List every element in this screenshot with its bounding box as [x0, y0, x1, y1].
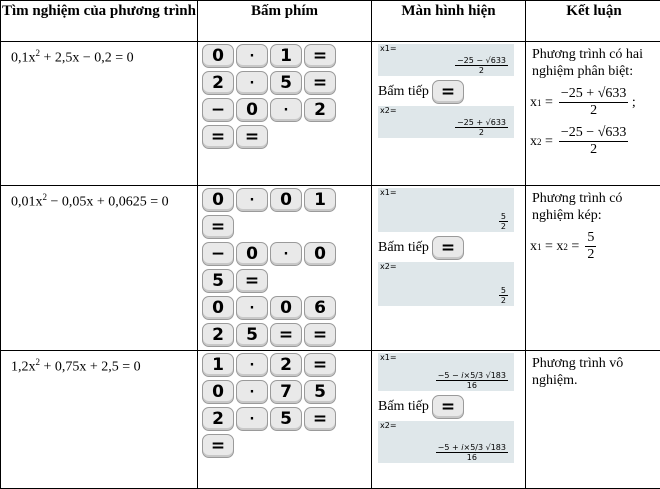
dot-key[interactable]: ·	[236, 188, 268, 212]
minus-key[interactable]: −	[202, 242, 234, 266]
calculator-screen: x1= $\frac{-25 - √633}{2}$	[378, 44, 514, 76]
digit-0-key[interactable]: 0	[202, 188, 234, 212]
digit-2-key[interactable]: 2	[202, 323, 234, 347]
digit-2-key[interactable]: 2	[304, 98, 336, 122]
key-sequence	[198, 351, 371, 458]
header-keys: Bấm phím	[198, 1, 372, 42]
dot-key[interactable]: ·	[270, 242, 302, 266]
digit-0-key[interactable]: 0	[236, 242, 268, 266]
key-row	[202, 188, 371, 212]
keys-cell	[198, 42, 372, 186]
screen-cell	[372, 351, 526, 489]
equation-cell	[1, 42, 198, 186]
equals-key[interactable]: =	[304, 323, 336, 347]
equals-key[interactable]: =	[432, 80, 464, 104]
calculator-screen: x2= $\frac{-25 + √633}{2}$	[378, 106, 514, 138]
calculator-screen: x2= $\frac{-5 + i\times 5/3 √183}{16}$	[378, 421, 514, 463]
digit-1-key[interactable]: 1	[202, 353, 234, 377]
table-row	[1, 186, 660, 351]
equation: $1,2x^2 + 0,75x + 2,5 = 0$	[1, 351, 197, 376]
equals-key[interactable]: =	[432, 236, 464, 260]
conclusion-text: Phương trình có nghiệm kép:	[526, 186, 660, 224]
keys-cell	[198, 351, 372, 489]
key-row	[202, 380, 371, 404]
digit-2-key[interactable]: 2	[270, 353, 302, 377]
dot-key[interactable]: ·	[236, 407, 268, 431]
key-row	[202, 434, 371, 458]
dot-key[interactable]: ·	[236, 44, 268, 68]
table-row	[1, 351, 660, 489]
digit-5-key[interactable]: 5	[202, 269, 234, 293]
table-row	[1, 42, 660, 186]
header-screen: Màn hình hiện	[372, 1, 526, 42]
dot-key[interactable]: ·	[270, 98, 302, 122]
screen-cell	[372, 42, 526, 186]
digit-0-key[interactable]: 0	[270, 188, 302, 212]
dot-key[interactable]: ·	[236, 380, 268, 404]
key-row	[202, 215, 371, 239]
dot-key[interactable]: ·	[236, 296, 268, 320]
key-row	[202, 269, 371, 293]
continue-row: Bấm tiếp =	[378, 395, 525, 419]
equals-key[interactable]: =	[236, 269, 268, 293]
equation: $0,1x^2 + 2,5x - 0,2 = 0$	[1, 42, 197, 67]
digit-0-key[interactable]: 0	[304, 242, 336, 266]
equals-key[interactable]: =	[304, 71, 336, 95]
header-equation: Tìm nghiệm của phương trình	[1, 1, 198, 42]
root-formula: x 2 = −25 − √633 2	[530, 125, 660, 158]
digit-5-key[interactable]: 5	[236, 323, 268, 347]
digit-0-key[interactable]: 0	[236, 98, 268, 122]
equals-key[interactable]: =	[202, 215, 234, 239]
calculator-screen: x1= $\frac{5}{2}$	[378, 188, 514, 232]
equals-key[interactable]: =	[270, 323, 302, 347]
conclusion-cell	[526, 351, 660, 489]
digit-0-key[interactable]: 0	[202, 380, 234, 404]
conclusion-text: Phương trình vô nghiệm.	[526, 351, 660, 389]
key-row	[202, 407, 371, 431]
equals-key[interactable]: =	[202, 125, 234, 149]
digit-7-key[interactable]: 7	[270, 380, 302, 404]
conclusion-cell	[526, 42, 660, 186]
equals-key[interactable]: =	[236, 125, 268, 149]
equals-key[interactable]: =	[304, 353, 336, 377]
equals-key[interactable]: =	[304, 44, 336, 68]
key-row	[202, 353, 371, 377]
header-conclusion: Kết luận	[526, 1, 660, 42]
key-row	[202, 323, 371, 347]
equation: $0,01x^2 - 0,05x + 0,0625 = 0$	[1, 186, 197, 211]
digit-5-key[interactable]: 5	[270, 407, 302, 431]
digit-2-key[interactable]: 2	[202, 71, 234, 95]
equals-key[interactable]: =	[432, 395, 464, 419]
key-row	[202, 125, 371, 149]
keys-cell	[198, 186, 372, 351]
dot-key[interactable]: ·	[236, 353, 268, 377]
digit-0-key[interactable]: 0	[202, 296, 234, 320]
conclusion-text: Phương trình có hai nghiệm phân biệt:	[526, 42, 660, 80]
screen-cell	[372, 186, 526, 351]
calculator-screen: x2= $\frac{5}{2}$	[378, 262, 514, 306]
minus-key[interactable]: −	[202, 98, 234, 122]
key-row	[202, 242, 371, 266]
digit-5-key[interactable]: 5	[304, 380, 336, 404]
key-row	[202, 98, 371, 122]
key-row	[202, 296, 371, 320]
digit-0-key[interactable]: 0	[270, 296, 302, 320]
digit-5-key[interactable]: 5	[270, 71, 302, 95]
equals-key[interactable]: =	[304, 407, 336, 431]
digit-1-key[interactable]: 1	[304, 188, 336, 212]
digit-0-key[interactable]: 0	[202, 44, 234, 68]
key-row	[202, 44, 371, 68]
digit-2-key[interactable]: 2	[202, 407, 234, 431]
calculator-screen: x1= $\frac{-5 - i\times 5/3 √183}{16}$	[378, 353, 514, 391]
continue-row: Bấm tiếp =	[378, 236, 525, 260]
digit-6-key[interactable]: 6	[304, 296, 336, 320]
equation-cell	[1, 351, 198, 489]
digit-1-key[interactable]: 1	[270, 44, 302, 68]
equation-cell	[1, 186, 198, 351]
root-formula: x 1 = −25 + √633 2 ;	[530, 86, 660, 119]
conclusion-cell	[526, 186, 660, 351]
key-sequence	[198, 42, 371, 149]
header-row	[1, 1, 660, 42]
continue-row: Bấm tiếp =	[378, 80, 525, 104]
root-formula: x 1 = x 2 = 5 2	[530, 230, 660, 263]
dot-key[interactable]: ·	[236, 71, 268, 95]
equals-key[interactable]: =	[202, 434, 234, 458]
key-sequence	[198, 186, 371, 347]
key-row	[202, 71, 371, 95]
